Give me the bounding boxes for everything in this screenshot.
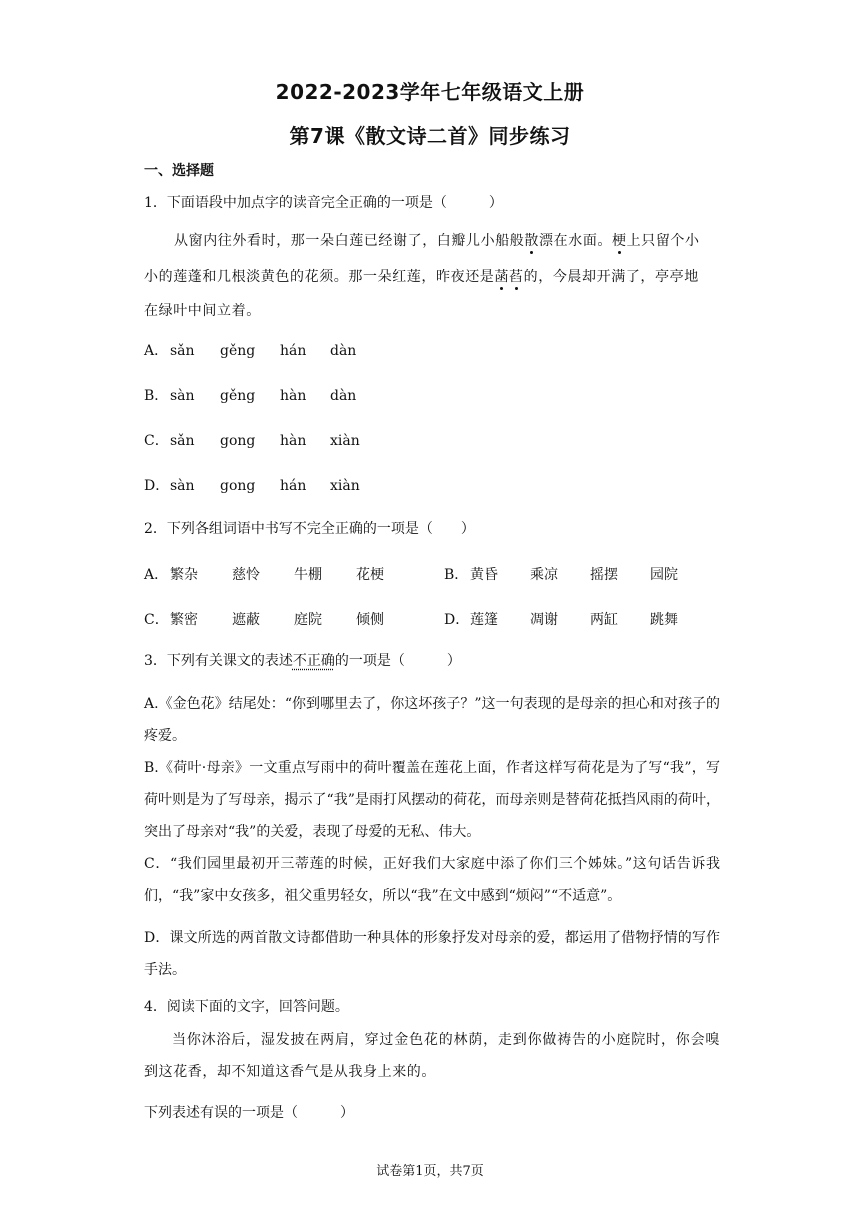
word: 倾侧 — [356, 612, 384, 628]
word: 繁杂 — [170, 567, 198, 583]
word: 园院 — [650, 567, 678, 583]
pinyin: hán — [280, 343, 307, 359]
pinyin: sǎn — [170, 343, 195, 359]
emphasized-text: 不正确 — [292, 653, 335, 669]
q3-option-b[interactable]: B.《荷叶·母亲》一文重点写雨中的荷叶覆盖在莲花上面，作者这样写荷花是为了写“我”，写荷叶则是为了写母亲，揭示了“我”是雨打风摆动的荷花，而母亲则是替荷花抵挡风雨的荷叶，突出了母亲对“我”的关爱，表现了母爱的无私、伟大。 — [144, 760, 720, 840]
text: 小的莲蓬和几根淡黄色的花须。那一朵红莲，昨夜还是 — [144, 269, 495, 285]
dotted-char: 梗 — [612, 233, 627, 249]
pinyin: gěng — [220, 388, 256, 404]
pinyin: hán — [280, 478, 307, 494]
text: 漂在水面。 — [539, 233, 613, 249]
pinyin: gong — [220, 433, 256, 449]
text: 上只留个小 — [626, 233, 700, 249]
pinyin: xiàn — [330, 478, 360, 494]
section-heading: 一、选择题 — [144, 163, 214, 179]
word: 乘凉 — [530, 567, 558, 583]
page-footer: 试卷第1页，共7页 — [376, 1164, 484, 1179]
text: 3．下列有关课文的表述 — [144, 653, 293, 669]
word: 慈怜 — [232, 567, 260, 583]
option-label: B． — [144, 388, 169, 404]
text: 的，今晨却开满了，亭亭地 — [523, 269, 699, 285]
exam-title: 2022-2023学年七年级语文上册 — [275, 80, 585, 104]
option-label: B． — [444, 567, 469, 583]
word: 牛棚 — [294, 567, 322, 583]
word: 两缸 — [590, 612, 618, 628]
pinyin: dàn — [330, 343, 357, 359]
option-label: A． — [144, 567, 169, 583]
pinyin: sàn — [170, 478, 195, 494]
option-label: D． — [444, 612, 470, 628]
pinyin: hàn — [280, 433, 307, 449]
q1-option-b[interactable] — [144, 385, 356, 405]
q2-option-b[interactable] — [444, 564, 678, 584]
q1-option-a[interactable] — [144, 340, 356, 360]
pinyin: dàn — [330, 388, 357, 404]
pinyin: gěng — [220, 343, 256, 359]
dotted-char: 萏 — [509, 269, 524, 285]
option-label: D． — [144, 478, 170, 494]
q2-stem: 2．下列各组词语中书写不完全正确的一项是（ ） — [144, 521, 475, 537]
option-label: C． — [144, 433, 169, 449]
q2-option-a[interactable] — [144, 564, 384, 584]
word: 庭院 — [294, 612, 322, 628]
dotted-char: 菡 — [494, 269, 510, 285]
pinyin: hàn — [280, 388, 307, 404]
text: 从窗内往外看时，那一朵白莲已经谢了，白瓣儿小船般 — [174, 233, 525, 249]
q1-passage-line-1 — [174, 230, 700, 250]
word: 跳舞 — [650, 612, 678, 628]
dotted-char: 散 — [524, 233, 540, 249]
word: 黄昏 — [470, 567, 498, 583]
q4-stem: 4．阅读下面的文字，回答问题。 — [144, 999, 349, 1015]
pinyin: sǎn — [170, 433, 195, 449]
q3-stem — [144, 650, 461, 670]
q2-option-d[interactable] — [444, 609, 678, 629]
q1-passage-line-3: 在绿叶中间立着。 — [144, 303, 261, 319]
pinyin: gong — [220, 478, 256, 494]
word: 莲篷 — [470, 612, 498, 628]
q3-option-a[interactable]: A.《金色花》结尾处：“你到哪里去了，你这坏孩子？”这一句表现的是母亲的担心和对孩子的疼爱。 — [144, 696, 720, 744]
pinyin: xiàn — [330, 433, 360, 449]
q4-ask: 下列表述有误的一项是（ ） — [144, 1105, 354, 1121]
q3-option-d[interactable]: D．课文所选的两首散文诗都借助一种具体的形象抒发对母亲的爱，都运用了借物抒情的写作手法。 — [144, 930, 720, 978]
word: 花梗 — [356, 567, 384, 583]
pinyin: sàn — [170, 388, 195, 404]
q2-option-c[interactable] — [144, 609, 384, 629]
word: 繁密 — [170, 612, 198, 628]
q1-stem: 1．下面语段中加点字的读音完全正确的一项是（ ） — [144, 195, 503, 211]
word: 遮蔽 — [232, 612, 260, 628]
word: 凋谢 — [530, 612, 558, 628]
text: 的一项是（ ） — [334, 653, 461, 669]
q1-option-c[interactable] — [144, 430, 360, 450]
option-label: C． — [144, 612, 169, 628]
lesson-title: 第7课《散文诗二首》同步练习 — [289, 124, 571, 148]
option-label: A． — [144, 343, 169, 359]
q1-option-d[interactable] — [144, 475, 360, 495]
q3-option-c[interactable]: C．“我们园里最初开三蒂莲的时候，正好我们大家庭中添了你们三个姊妹。”这句话告诉我们，“我”家中女孩多，祖父重男轻女，所以“我”在文中感到“烦闷”“不适意”。 — [144, 856, 720, 904]
q4-passage: 当你沐浴后，湿发披在两肩，穿过金色花的林荫，走到你做祷告的小庭院时，你会嗅到这花香，却不知道这香气是从我身上来的。 — [144, 1032, 720, 1080]
word: 摇摆 — [590, 567, 618, 583]
q1-passage-line-2 — [144, 266, 699, 286]
